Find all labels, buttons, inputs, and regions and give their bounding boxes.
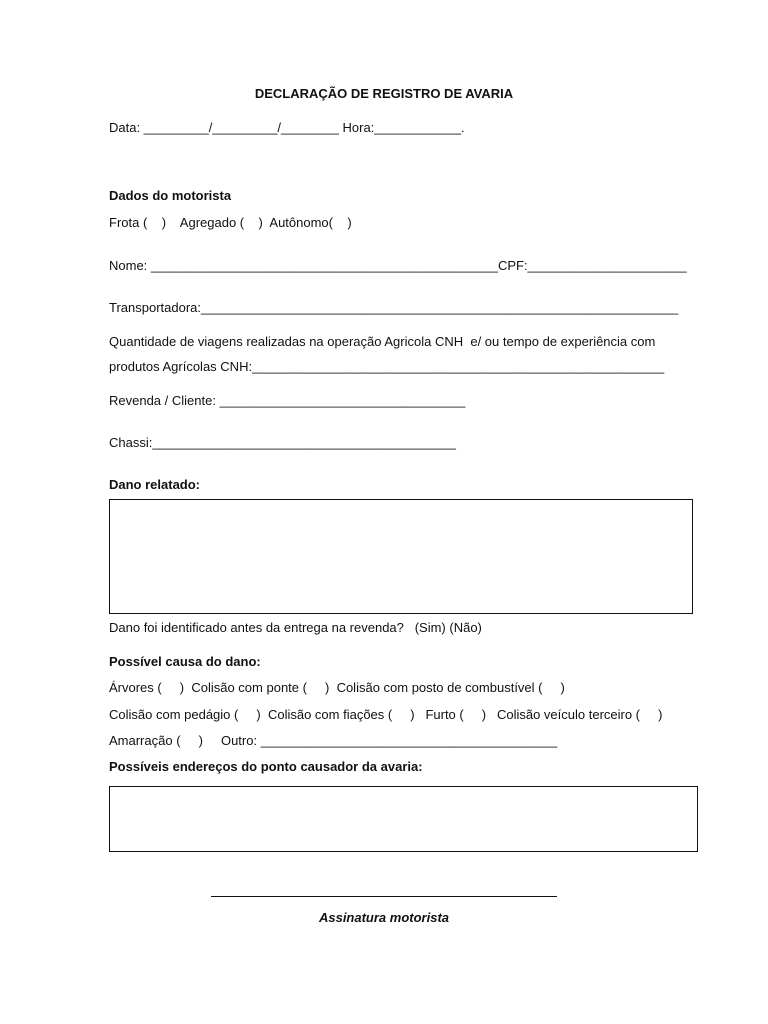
chassis-field[interactable]: Chassi:__________________________________________ <box>109 435 457 450</box>
page-title: DECLARAÇÃO DE REGISTRO DE AVARIA <box>254 86 514 101</box>
signature-label: Assinatura motorista <box>318 910 450 925</box>
addresses-section-heading: Possíveis endereços do ponto causador da avaria: <box>109 759 423 774</box>
driver-section-heading: Dados do motorista <box>109 188 232 203</box>
cause-options-row-3[interactable]: Amarração ( ) Outro: _________________________________________ <box>109 733 558 748</box>
trip-count-label: Quantidade de viagens realizadas na operação Agricola CNH e/ ou tempo de experiência com <box>109 334 656 349</box>
signature-line[interactable] <box>211 896 557 897</box>
name-cpf-field[interactable]: Nome: ________________________________________________CPF:______________________ <box>109 258 687 273</box>
damage-section-heading: Dano relatado: <box>109 477 201 492</box>
cause-options-row-1[interactable]: Árvores ( ) Colisão com ponte ( ) Colisão com posto de combustível ( ) <box>109 680 565 695</box>
damage-before-delivery-question[interactable]: Dano foi identificado antes da entrega na revenda? (Sim) (Não) <box>109 620 482 635</box>
trip-count-field[interactable]: produtos Agrícolas CNH:_________________________________________________________ <box>109 359 665 374</box>
driver-type-options[interactable]: Frota ( ) Agregado ( ) Autônomo( ) <box>109 215 352 230</box>
damage-description-box[interactable] <box>109 499 693 614</box>
date-time-field[interactable]: Data: _________/_________/________ Hora:____________. <box>109 120 465 135</box>
cause-section-heading: Possível causa do dano: <box>109 654 261 669</box>
addresses-box[interactable] <box>109 786 698 852</box>
carrier-field[interactable]: Transportadora:__________________________________________________________________ <box>109 300 679 315</box>
cause-options-row-2[interactable]: Colisão com pedágio ( ) Colisão com fiações ( ) Furto ( ) Colisão veículo terceiro ( ) <box>109 707 663 722</box>
dealer-client-field[interactable]: Revenda / Cliente: __________________________________ <box>109 393 466 408</box>
